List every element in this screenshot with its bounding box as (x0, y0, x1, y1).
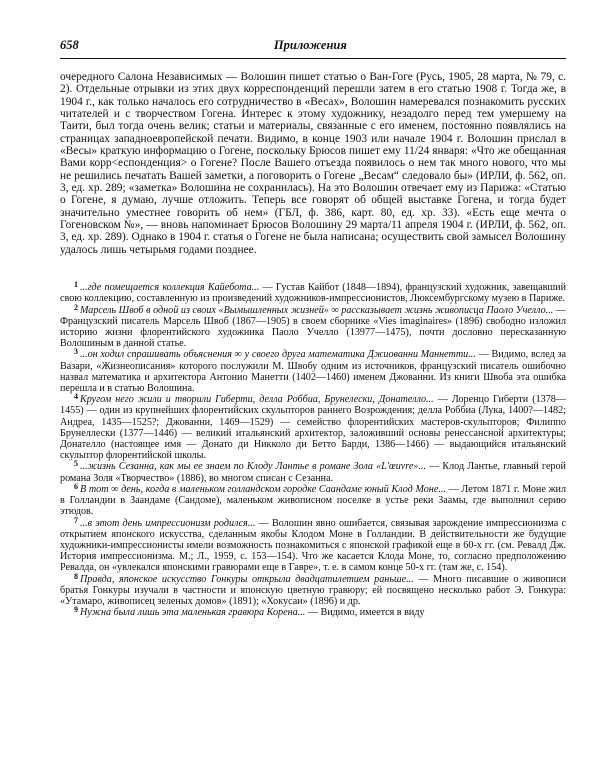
note-number: 2 (74, 302, 78, 312)
note-text: — Лоренцо Гиберти (1378—1455) — один из крупнейших флорентийских скульпторов раннего Возрождения; делла Роббиа (Лука, 1400?—1482; Андреа, 1435—1525?; Джованни, 1469—1529) — семейство флорентийских мастеров-скульпторов; Филиппо Брунеллески (1377—1446) — великий итальянский архитектор, заложивший основы ренессансной архитектуры; Донателло (настоящее имя — Донато ди Никколо ди Бетто Барди, 1386—1466) — выдающийся итальянский скульптор флорентийской школы. (60, 394, 566, 462)
page-number: 658 (60, 38, 79, 52)
note-text: — Видимо, вслед за Вазари, «Жизнеописания» которого послужили М. Швобу одним из источников, французский писатель ошибочно назвал математика и архитектора Антонио Манетти (1402—1460) именем Джованни. Из книги Швоба эта ошибка перешла и в статью Волошина. (60, 349, 566, 394)
note-7 (60, 515, 566, 574)
note-text: — Видимо, имеется в виду (305, 607, 425, 619)
note-lemma: Нужна была лишь эта маленькая гравюра Корена... (80, 607, 306, 619)
section-title: Приложения (273, 38, 347, 52)
note-number: 9 (74, 605, 78, 615)
note-lemma: Правда, японское искусство Гонкуры открыли двадцатилетием раньше... (80, 573, 414, 585)
note-6 (60, 481, 566, 518)
note-2 (60, 302, 567, 350)
note-lemma: Марсель Швоб в одной из своих «Вымышленных жизней» ∞ рассказывает жизнь живописца Паоло Учелло... (80, 304, 554, 316)
note-1 (60, 282, 566, 304)
note-number: 8 (74, 571, 78, 581)
note-text: — Французский писатель Марсель Швоб (1867—1905) в своем сборнике «Vies imaginaires» (1896) свободно изложил историю жизни флорентийского художника Паоло Учелло (13977—1475), почти дословно пересказанную Волошиным в данной статье. (60, 304, 567, 350)
note-text: — Много писавшие о живописи братья Гонкуры изучали в частности и японскую цветную гравюру; ей посвящено несколько работ Э. Гонкура: «Утамаро, живописец зеленых домов» (1891); «Хокусаи» (1896) и др. (60, 573, 566, 607)
notes-section (60, 282, 566, 618)
note-9 (60, 607, 566, 618)
note-text: — Клод Лантье, главный герой романа Золя «Творчество» (1886), во многом списан с Сезанна. (60, 461, 566, 484)
header-rule (60, 58, 566, 59)
note-8 (60, 571, 566, 607)
main-text-block (60, 71, 566, 256)
note-lemma: ...он ходил спрашивать объяснения ∞ у своего друга математика Джиованни Маннетти... (80, 349, 476, 361)
note-lemma: ...в этот день импрессионизм родился... (80, 517, 256, 529)
note-text: — Густав Кайбот (1848—1894), французский художник, завещавший свою коллекцию, составленную из произведений художников-импрессионистов, Люксембургскому музею в Париже. (60, 282, 567, 305)
note-number: 3 (74, 347, 78, 357)
book-page (60, 38, 566, 619)
note-number: 1 (74, 280, 78, 290)
note-lemma: Кругом него жили и творили Гиберти, делла Роббиа, Брунелески, Донателло... (80, 394, 434, 406)
main-paragraph: очередного Салона Независимых — Волошин пишет статью о Ван-Гоге (Русь, 1905, 28 марта, № 79, с. 2). Отдельные отрывки из этих двух корреспонденций перешли затем в его статью 1908 г. Тогда же, в 1904 г., как только началось его сотрудничество в «Весах», Волошин намеревался познакомить русских читателей и с творчеством Гогена. Интерес к этому художнику, незадолго перед тем умершему на Таити, был тогда очень велик; статьи и материалы, связанные с его именем, постоянно появлялись на страницах западноевропейской печати. Видимо, в конце 1903 или начале 1904 г. Волошин прислал в «Весы» краткую информацию о Гогене, поскольку Брюсов пишет ему 11/24 января: «Что же обещанная Вами корр<еспонденция> о Гогене? После Вашего отъезда появилось о нем так много нового, что мы не решились печатать Вашей заметки, а поговорить о Гогене „Весам“ следовало бы» (ИРЛИ, ф. 562, оп. 3, ед. хр. 289; «заметка» Волошина не сохранилась). На это Волошин отвечает ему из Парижа: «Статью о Гогене, я думаю, лучше отложить. Теперь все говорят об общей выставке Гогена, и тогда будет значительно уместнее говорить об нем» (ГБЛ, ф. 386, карт. 80, ед. хр. 33). «Есть еще мечта о Гогеновском №», — вновь напоминает Брюсов Волошину 29 марта/11 апреля 1904 г. (ИРЛИ, ф. 562, оп. 3, ед. хр. 289). Однако в 1904 г. статья о Гогене не была написана; осуществить свой замысел Волошину удалось лишь четырьмя годами позднее. (60, 71, 566, 256)
note-text: — Летом 1871 г. Моне жил в Голландии в Заандаме (Сандоме), маленьком живописном поселке в устье реки Заамы, где выполнил серию этюдов. (60, 483, 566, 518)
note-4 (60, 394, 566, 461)
note-lemma: ...жизнь Сезанна, как мы ее знаем по Клоду Лантье в романе Зола «L'œuvre»... (80, 461, 426, 473)
note-lemma: В тот ∞ день, когда в маленьком голландском городке Саандаме юный Клод Моне... (80, 483, 446, 495)
note-lemma: ...где помещается коллекция Кайебота... (80, 282, 260, 294)
note-3 (60, 349, 566, 394)
running-header (60, 38, 566, 54)
note-number: 7 (74, 515, 78, 525)
note-text: — Волошин явно ошибается, связывая зарождение импрессионизма с открытием японского искусства, сделанным якобы Клодом Моне в Голландии. В действительности же будущие художники-импрессионисты имели возможность познакомиться с японской графикой еще в 60-х гг. (см. Ревалд Дж. История импрессионизма. М.; Л., 1959, с. 153—154). Что же касается Клода Моне, то, согласно предположению Ревалда, он «увлекался японскими гравюрами еще в Гавре», т. е. в самом конце 50-х гг. (там же, с. 154). (60, 517, 566, 574)
note-5 (60, 461, 566, 483)
note-number: 6 (74, 481, 78, 491)
note-number: 5 (74, 459, 78, 469)
note-number: 4 (74, 392, 78, 402)
